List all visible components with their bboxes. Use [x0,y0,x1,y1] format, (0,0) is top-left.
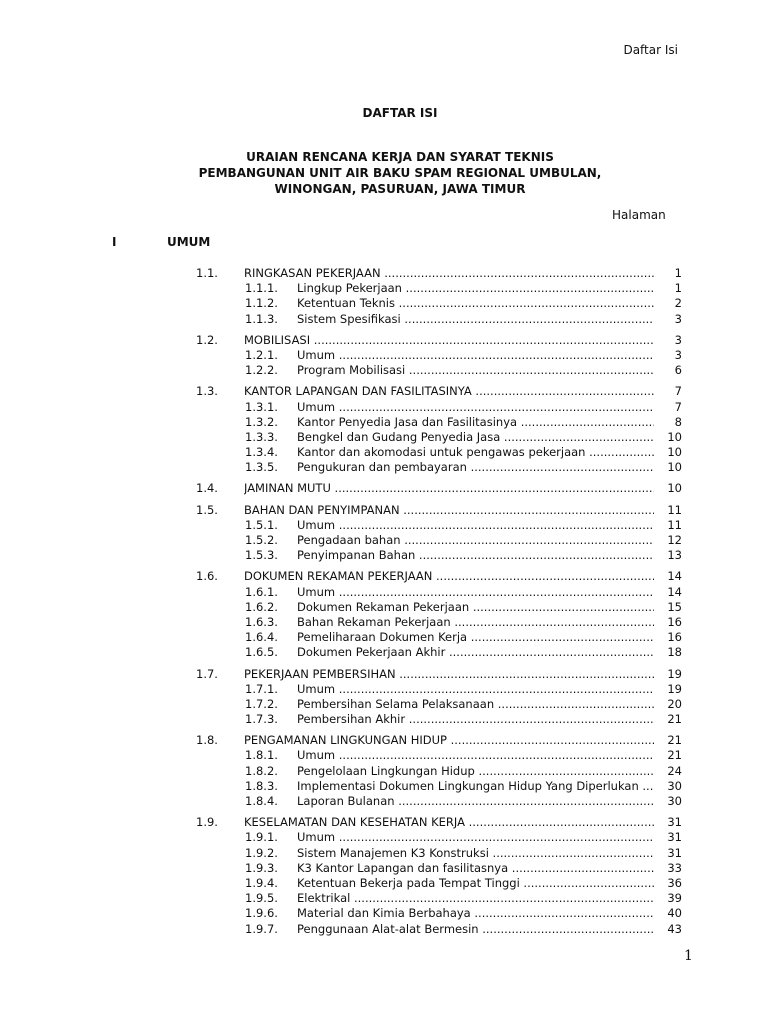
toc-entry-title: KESELAMATAN DAN KESEHATAN KERJA ..... [244,815,654,830]
toc-subsection-row[interactable] [0,764,768,779]
toc-entry-page: 36 [667,875,682,890]
toc-entry-title: Umum ..... [297,400,654,415]
toc-entry-title: Pengelolaan Lingkungan Hidup ..... [297,764,654,779]
toc-entry-number: 1.8.2. [245,763,278,778]
toc-entry-page: 3 [674,311,682,326]
toc-subsection-row[interactable] [0,697,768,712]
chapter-title: UMUM [167,235,211,249]
toc-section-group [0,481,768,496]
toc-entry-number: 1.9.7. [245,921,278,936]
toc-subsection-row[interactable] [0,682,768,697]
toc-entry-number: 1.9.2. [245,845,278,860]
toc-entry-number: 1.9.3. [245,860,278,875]
subtitle-line: WINONGAN, PASURUAN, JAWA TIMUR [274,182,526,196]
toc-section-row[interactable] [0,384,768,399]
toc-entry-page: 6 [674,363,682,378]
toc-entry-title: Pemeliharaan Dokumen Kerja ..... [297,630,654,645]
toc-entry-number: 1.3.4. [245,445,278,460]
toc-entry-number: 1.6.4. [245,630,278,645]
toc-entry-title: Implementasi Dokumen Lingkungan Hidup Yang Diperlukan ..... [297,779,654,794]
toc-entry-title: Sistem Manajemen K3 Konstruksi ..... [297,846,654,861]
toc-subsection-row[interactable] [0,363,768,378]
toc-entry-title: Dokumen Pekerjaan Akhir ..... [297,645,654,660]
toc-entry-page: 19 [667,666,682,681]
document-subtitle [0,149,768,197]
toc-entry-page: 33 [667,860,682,875]
page-number: 1 [684,948,693,964]
toc-subsection-row[interactable] [0,876,768,891]
toc-subsection-row[interactable] [0,312,768,327]
toc-subsection-row[interactable] [0,748,768,763]
toc-entry-page: 3 [674,332,682,347]
toc-entry-page: 16 [667,614,682,629]
toc-entry-title: Umum ..... [297,682,654,697]
toc-subsection-row[interactable] [0,348,768,363]
toc-subsection-row[interactable] [0,779,768,794]
toc-entry-title: Ketentuan Bekerja pada Tempat Tinggi ..... [297,876,654,891]
toc-section-group [0,733,768,809]
toc-entry-page: 14 [667,584,682,599]
toc-entry-page: 7 [674,384,682,399]
toc-entry-title: Umum ..... [297,585,654,600]
toc-subsection-row[interactable] [0,922,768,937]
toc-entry-title: PENGAMANAN LINGKUNGAN HIDUP ..... [244,733,654,748]
toc-entry-title: K3 Kantor Lapangan dan fasilitasnya ..... [297,861,654,876]
toc-entry-title: RINGKASAN PEKERJAAN ..... [244,266,654,281]
toc-entry-page: 10 [667,481,682,496]
toc-section-group [0,266,768,327]
toc-subsection-row[interactable] [0,830,768,845]
toc-section-group [0,569,768,660]
toc-section-row[interactable] [0,733,768,748]
toc-entry-page: 18 [667,645,682,660]
toc-section-row[interactable] [0,333,768,348]
toc-entry-number: 1.8.1. [245,748,278,763]
toc-entry-title: Penyimpanan Bahan ..... [297,548,654,563]
toc-entry-page: 14 [667,569,682,584]
toc-entry-page: 11 [667,517,682,532]
toc-entry-number: 1.3.2. [245,414,278,429]
toc-entry-page: 31 [667,845,682,860]
toc-entry-page: 30 [667,778,682,793]
toc-entry-title: Laporan Bulanan ..... [297,794,654,809]
toc-entry-page: 31 [667,830,682,845]
toc-entry-title: Pembersihan Akhir ..... [297,712,654,727]
toc-section-group [0,384,768,475]
toc-subsection-row[interactable] [0,891,768,906]
toc-section-row[interactable] [0,266,768,281]
toc-entry-title: MOBILISASI ..... [244,333,654,348]
toc-entry-number: 1.1.1. [245,281,278,296]
toc-subsection-row[interactable] [0,794,768,809]
toc-section-row[interactable] [0,667,768,682]
toc-entry-page: 21 [667,712,682,727]
toc-entry-title: JAMINAN MUTU ..... [244,481,654,496]
toc-entry-title: Kantor dan akomodasi untuk pengawas pekerjaan ..... [297,445,654,460]
toc-entry-page: 16 [667,630,682,645]
toc-entry-title: DOKUMEN REKAMAN PEKERJAAN ..... [244,569,654,584]
toc-entry-title: Bahan Rekaman Pekerjaan ..... [297,615,654,630]
toc-entry-number: 1.9. [196,815,218,830]
toc-entry-number: 1.8.3. [245,778,278,793]
toc-entry-title: PEKERJAAN PEMBERSIHAN ..... [244,667,654,682]
toc-entry-number: 1.2.1. [245,347,278,362]
toc-subsection-row[interactable] [0,600,768,615]
toc-entry-title: Umum ..... [297,348,654,363]
toc-subsection-row[interactable] [0,906,768,921]
toc-entry-page: 21 [667,733,682,748]
toc-entry-page: 10 [667,429,682,444]
toc-entry-page: 24 [667,763,682,778]
toc-entry-page: 40 [667,906,682,921]
toc-entry-number: 1.3.3. [245,429,278,444]
toc-entry-number: 1.6.2. [245,599,278,614]
toc-entry-number: 1.9.1. [245,830,278,845]
toc-subsection-row[interactable] [0,846,768,861]
toc-subsection-row[interactable] [0,296,768,311]
toc-entry-number: 1.6. [196,569,218,584]
toc-entry-number: 1.9.5. [245,891,278,906]
toc-entry-title: Umum ..... [297,748,654,763]
toc-entry-number: 1.4. [196,481,218,496]
toc-entry-title: Bengkel dan Gudang Penyedia Jasa ..... [297,430,654,445]
toc-entry-number: 1.5.1. [245,517,278,532]
toc-entry-number: 1.5.3. [245,548,278,563]
toc-entry-page: 1 [674,266,682,280]
toc-entry-page: 15 [667,599,682,614]
toc-entry-title: Pembersihan Selama Pelaksanaan ..... [297,697,654,712]
toc-entry-number: 1.7.2. [245,696,278,711]
toc-entry-number: 1.2.2. [245,363,278,378]
toc-entry-number: 1.5. [196,502,218,517]
toc-section-group [0,333,768,379]
toc-subsection-row[interactable] [0,445,768,460]
toc-entry-page: 39 [667,891,682,906]
toc-entry-title: Dokumen Rekaman Pekerjaan ..... [297,600,654,615]
toc-entry-title: Lingkup Pekerjaan ..... [297,281,654,296]
toc-entry-page: 10 [667,445,682,460]
toc-section-group [0,815,768,937]
document-title: DAFTAR ISI [362,106,438,120]
toc-entry-page: 19 [667,681,682,696]
toc-entry-number: 1.9.4. [245,875,278,890]
toc-subsection-row[interactable] [0,861,768,876]
toc-entry-page: 30 [667,794,682,808]
toc-entry-number: 1.7.3. [245,712,278,727]
toc-entry-title: Pengadaan bahan ..... [297,533,654,548]
toc-subsection-row[interactable] [0,430,768,445]
toc-entry-title: Penggunaan Alat-alat Bermesin ..... [297,922,654,937]
toc-entry-number: 1.7.1. [245,681,278,696]
toc-entry-page: 31 [667,815,682,830]
subtitle-line: URAIAN RENCANA KERJA DAN SYARAT TEKNIS [246,150,554,164]
toc-entry-title: Program Mobilisasi ..... [297,363,654,378]
toc-subsection-row[interactable] [0,415,768,430]
subtitle-line: PEMBANGUNAN UNIT AIR BAKU SPAM REGIONAL UMBULAN, [198,166,602,180]
toc-entry-number: 1.3. [196,384,218,399]
chapter-number: I [112,235,117,249]
toc-entry-number: 1.2. [196,332,218,347]
toc-entry-number: 1.7. [196,666,218,681]
toc-entry-title: KANTOR LAPANGAN DAN FASILITASINYA ..... [244,384,654,399]
table-of-contents [0,266,768,943]
toc-entry-number: 1.8. [196,733,218,748]
toc-entry-page: 8 [674,414,682,429]
toc-entry-title: Sistem Spesifikasi ..... [297,312,654,327]
toc-subsection-row[interactable] [0,630,768,645]
toc-entry-page: 21 [667,748,682,763]
toc-section-row[interactable] [0,569,768,584]
toc-entry-number: 1.3.5. [245,460,278,475]
toc-entry-number: 1.5.2. [245,533,278,547]
toc-subsection-row[interactable] [0,460,768,475]
toc-entry-page: 12 [667,533,682,547]
toc-subsection-row[interactable] [0,400,768,415]
toc-entry-page: 2 [674,296,682,311]
running-header: Daftar Isi [623,43,678,57]
toc-entry-number: 1.8.4. [245,794,278,808]
toc-entry-title: Elektrikal ..... [297,891,654,906]
toc-entry-page: 43 [667,921,682,936]
toc-entry-number: 1.6.3. [245,614,278,629]
toc-section-row[interactable] [0,481,768,496]
toc-entry-number: 1.6.1. [245,584,278,599]
toc-entry-title: Ketentuan Teknis ..... [297,296,654,311]
toc-section-row[interactable] [0,503,768,518]
toc-subsection-row[interactable] [0,645,768,660]
toc-entry-number: 1.1. [196,266,218,280]
toc-entry-page: 13 [667,548,682,563]
page-column-label: Halaman [612,208,666,222]
toc-section-group [0,667,768,728]
toc-entry-number: 1.1.2. [245,296,278,311]
toc-subsection-row[interactable] [0,712,768,727]
toc-entry-page: 3 [674,347,682,362]
toc-entry-page: 1 [674,281,682,296]
toc-entry-page: 11 [667,502,682,517]
toc-entry-title: Kantor Penyedia Jasa dan Fasilitasinya ..... [297,415,654,430]
toc-subsection-row[interactable] [0,615,768,630]
toc-subsection-row[interactable] [0,585,768,600]
toc-section-row[interactable] [0,815,768,830]
toc-entry-page: 20 [667,696,682,711]
toc-entry-page: 7 [674,399,682,414]
toc-entry-title: Umum ..... [297,830,654,845]
toc-section-group [0,503,768,564]
toc-entry-page: 10 [667,460,682,475]
toc-subsection-row[interactable] [0,548,768,563]
toc-entry-title: BAHAN DAN PENYIMPANAN ..... [244,503,654,518]
toc-entry-number: 1.3.1. [245,399,278,414]
toc-entry-number: 1.1.3. [245,311,278,326]
toc-entry-title: Pengukuran dan pembayaran ..... [297,460,654,475]
toc-entry-number: 1.6.5. [245,645,278,660]
toc-entry-number: 1.9.6. [245,906,278,921]
toc-entry-title: Material dan Kimia Berbahaya ..... [297,906,654,921]
toc-subsection-row[interactable] [0,533,768,548]
toc-subsection-row[interactable] [0,281,768,296]
toc-subsection-row[interactable] [0,518,768,533]
toc-entry-title: Umum ..... [297,518,654,533]
